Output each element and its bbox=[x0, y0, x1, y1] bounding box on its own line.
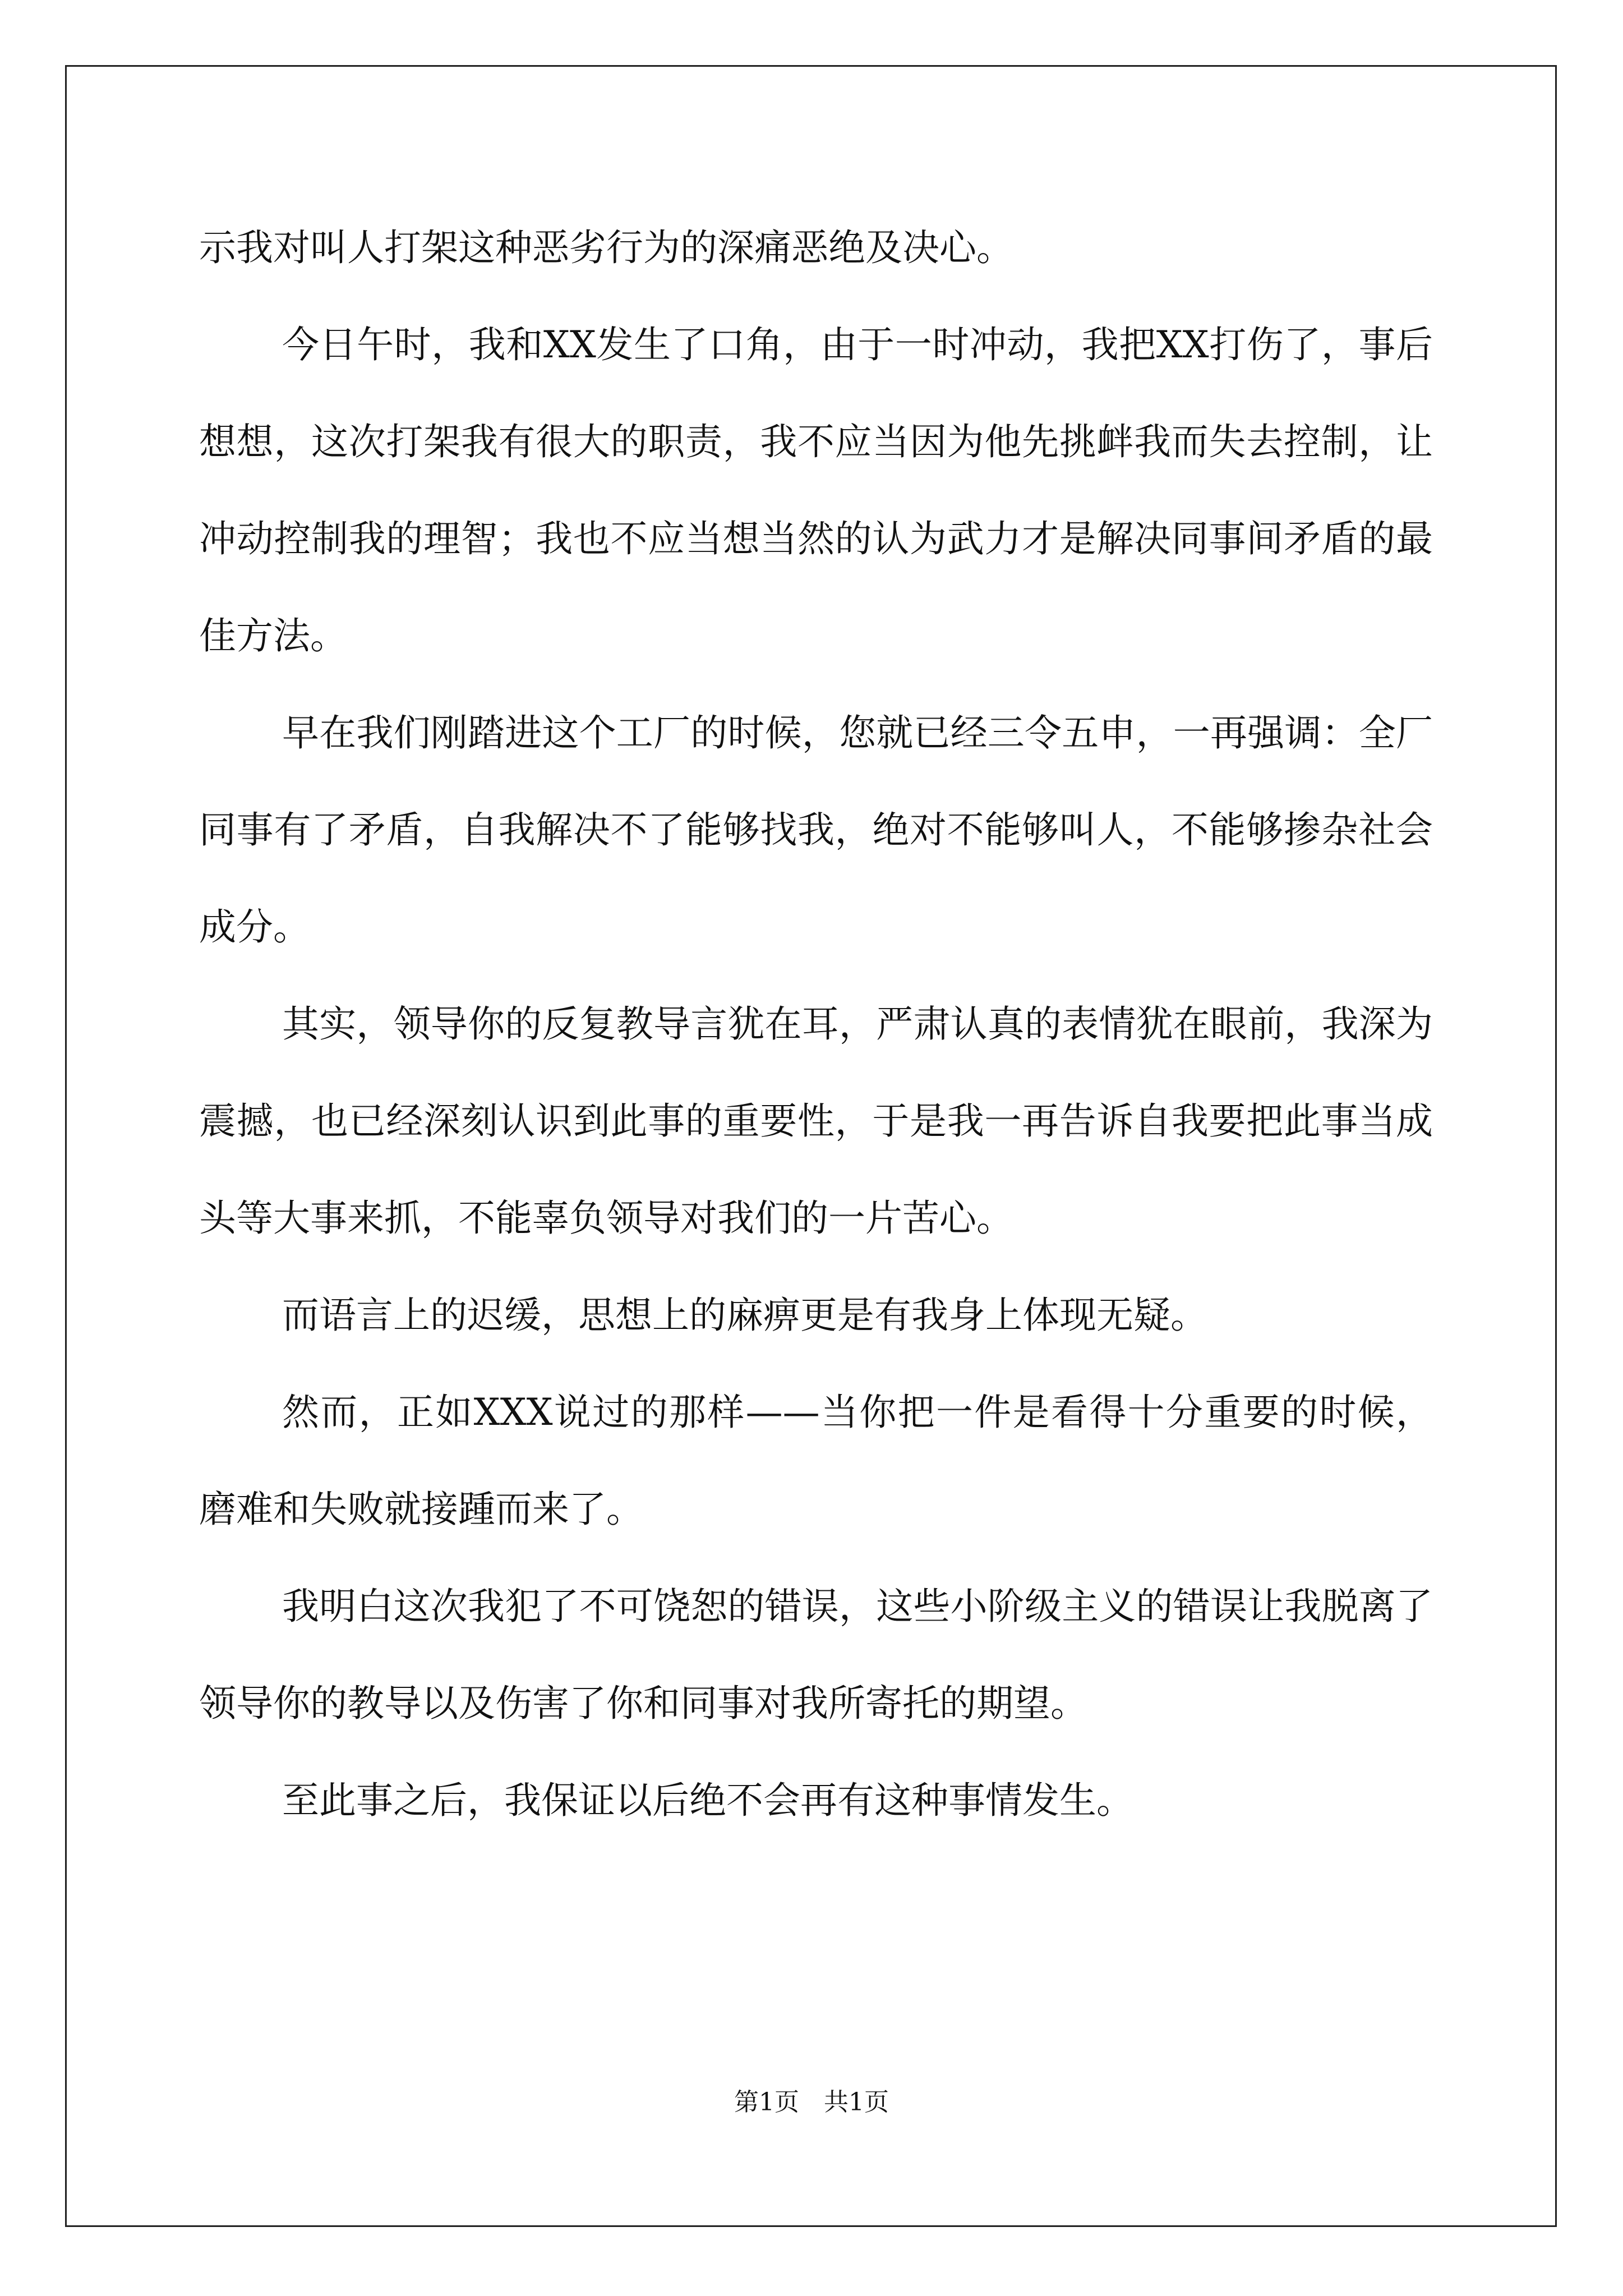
paragraph-6: 然而，正如XXX说过的那样——当你把一件是看得十分重要的时候，磨难和失败就接踵而来了。 bbox=[199, 1391, 1433, 1531]
paragraph-2: 今日午时，我和XX发生了口角，由于一时冲动，我把XX打伤了，事后想想，这次打架我有很大的职责，我不应当因为他先挑衅我而失去控制，让冲动控制我的理智；我也不应当想当然的认为武力才是解决同事间矛盾的最佳方法。 bbox=[199, 323, 1433, 657]
page-footer: 第1页 共1页 bbox=[734, 2088, 889, 2116]
paragraph-8: 至此事之后，我保证以后绝不会再有这种事情发生。 bbox=[282, 1779, 1133, 1822]
document-body bbox=[199, 199, 1433, 1849]
paragraph-1: 示我对叫人打架这种恶劣行为的深痛恶绝及决心。 bbox=[199, 226, 1013, 269]
paragraph-3: 早在我们刚踏进这个工厂的时候，您就已经三令五申，一再强调：全厂同事有了矛盾，自我解决不了能够找我，绝对不能够叫人，不能够掺杂社会成分。 bbox=[199, 711, 1433, 949]
paragraph-4: 其实，领导你的反复教导言犹在耳，严肃认真的表情犹在眼前，我深为震撼，也已经深刻认识到此事的重要性，于是我一再告诉自我要把此事当成头等大事来抓，不能辜负领导对我们的一片苦心。 bbox=[199, 1002, 1433, 1240]
paragraph-5: 而语言上的迟缓，思想上的麻痹更是有我身上体现无疑。 bbox=[282, 1294, 1207, 1337]
paragraph-7: 我明白这次我犯了不可饶恕的错误，这些小阶级主义的错误让我脱离了领导你的教导以及伤害了你和同事对我所寄托的期望。 bbox=[199, 1585, 1433, 1725]
